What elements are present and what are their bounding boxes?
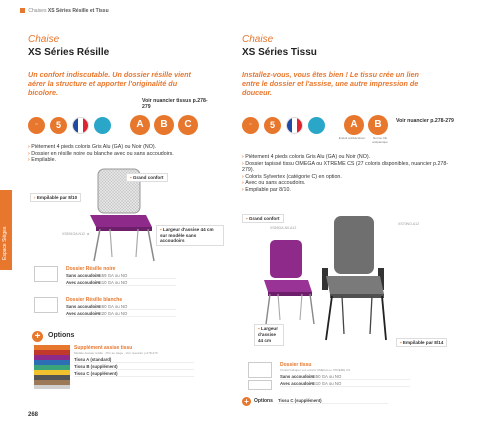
table-options (74, 345, 194, 377)
category-a-badge: A (130, 115, 150, 135)
chair-icon: ⌂ (28, 117, 45, 134)
warranty-badge: 5 (264, 117, 281, 134)
purple-fabric-chair-image (256, 238, 316, 326)
left-badge-row (28, 117, 228, 139)
plus-icon: + (242, 397, 251, 406)
table-row: Tissu C (supplément) (278, 398, 388, 404)
table-row: Sans accoudoirsXS50 GA ou NO (280, 373, 410, 380)
france-flag-icon (286, 117, 303, 134)
right-tagline: Installez-vous, vous êtes bien ! Le tissu crée un lien entre le dossier et l'assise, une autre impression de douceur. (242, 70, 419, 97)
list-item: › Empilable par 8/10. (242, 186, 291, 193)
left-category: Chaise (28, 34, 60, 45)
table-note: Choisir/indiquer vos coloris OMEGA ou XTREME CS (280, 368, 351, 372)
list-item: › Empilable. (28, 157, 56, 164)
callout-grand-confort: ▪ Grand confort (126, 173, 168, 182)
table-title: Dossier tissu (280, 362, 312, 368)
table-title: Dossier Résille blanche (66, 297, 123, 303)
table-row: Tissu A (standard) (74, 356, 194, 363)
list-item: › Avec ou sans accoudoirs. (242, 180, 306, 187)
list-item: › Coloris Sylvertex (catégorie C) en option. (242, 173, 342, 180)
list-item: › Dossier tapissé tissu OMEGA ou XTREME CS (27 coloris disponibles, nuancier p.278-279). (242, 160, 449, 174)
callout-empilable: › Empilable par 8/10 (30, 193, 81, 202)
table-dossier-blanc (66, 297, 176, 317)
chair-icon: ⌂ (242, 117, 259, 134)
right-nuancier-link[interactable]: Voir nuancier p.278-279 (396, 118, 454, 124)
section-marker (20, 8, 25, 13)
callout-largeur: ▪ Largeur d'assise 44 cm sur modèle sans accoudoirs (156, 225, 224, 246)
page-number: 268 (28, 412, 39, 418)
right-feature-list (242, 154, 457, 194)
category-a-badge: A (344, 115, 364, 135)
category-c-badge: C (178, 115, 198, 135)
category-b-badge: B (368, 115, 388, 135)
certification-icon (308, 117, 325, 134)
badge-caption: Enduit antibactérien (338, 136, 366, 140)
warranty-badge: 5 (50, 117, 67, 134)
options-note: Modèle dossier résille · Prix au siège · Voir nuancier p.278-279 (74, 351, 158, 355)
table-row: Avec accoudoirsXS10 GA ou NO (280, 380, 410, 387)
table-title: Supplément assise tissu (74, 345, 133, 351)
options-heading: Options (48, 332, 75, 339)
options-heading: Options (254, 398, 273, 404)
france-flag-icon (72, 117, 89, 134)
side-tab-label: Espace Sièges (2, 226, 8, 260)
table-title: Dossier Résille noire (66, 266, 116, 272)
left-tagline: Un confort indiscutable. Un dossier résille vient aérer la structure et apporter l'originalité du bicolore. (28, 70, 191, 97)
table-dossier-noir (66, 266, 176, 286)
breadcrumb-current: XS Séries Résille et Tissu (47, 8, 109, 14)
callout-largeur: ▪ Largeur d'assise 44 cm (254, 324, 284, 346)
certification-icon (94, 117, 111, 134)
breadcrumb (20, 8, 109, 14)
table-row: Tissu B (supplément) (74, 363, 194, 370)
list-item: › Piètement 4 pieds coloris Gris Alu (GA) ou Noir (NO). (242, 154, 371, 160)
fabric-back-thumbnail (248, 380, 272, 390)
callout-grand-confort: ▪ Grand confort (242, 214, 284, 223)
right-product-reference: XS70NO.A12 (398, 222, 420, 226)
table-row: Avec accoudoirsXS20 GA ou NO (66, 310, 176, 317)
list-item: › Dossier en résille noire ou blanche avec ou sans accoudoirs. (28, 150, 174, 157)
table-row: Avec accoudoirsXS10 GA ou NO (66, 279, 176, 286)
breadcrumb-section[interactable]: Chaises (28, 8, 47, 14)
white-mesh-thumbnail (34, 297, 58, 313)
badge-caption: Norme CE antipanique (372, 136, 388, 144)
table-row: Tissu C (supplément) (74, 370, 194, 377)
left-nuancier-link[interactable]: Voir nuancier tissus p.278-279 (142, 98, 208, 110)
fabric-back-thumbnail (248, 362, 272, 378)
callout-empilable: ▪ Empilable par 8/14 (396, 338, 447, 347)
category-b-badge: B (154, 115, 174, 135)
side-tab[interactable] (0, 190, 12, 270)
table-dossier-tissu (280, 362, 410, 387)
table-row: Sans accoudoirsXS60 GA ou NO (66, 303, 176, 310)
left-product-reference: XS591GA.N12 ◄ (62, 232, 90, 236)
right-product-reference: XS59GA.N0.A12 (270, 226, 297, 230)
left-product-title: XS Séries Résille (28, 47, 110, 58)
grey-fabric-chair-image (318, 214, 388, 342)
black-mesh-thumbnail (34, 266, 58, 282)
plus-icon: + (32, 331, 43, 342)
list-item: › Piètement 4 pieds coloris Gris Alu (GA) ou Noir (NO). (28, 144, 157, 150)
right-product-title: XS Séries Tissu (242, 47, 317, 58)
right-category: Chaise (242, 34, 274, 45)
fabric-swatches-image (34, 345, 70, 389)
table-row: Sans accoudoirsXS59 GA ou NO (66, 272, 176, 279)
left-feature-list (28, 144, 238, 164)
